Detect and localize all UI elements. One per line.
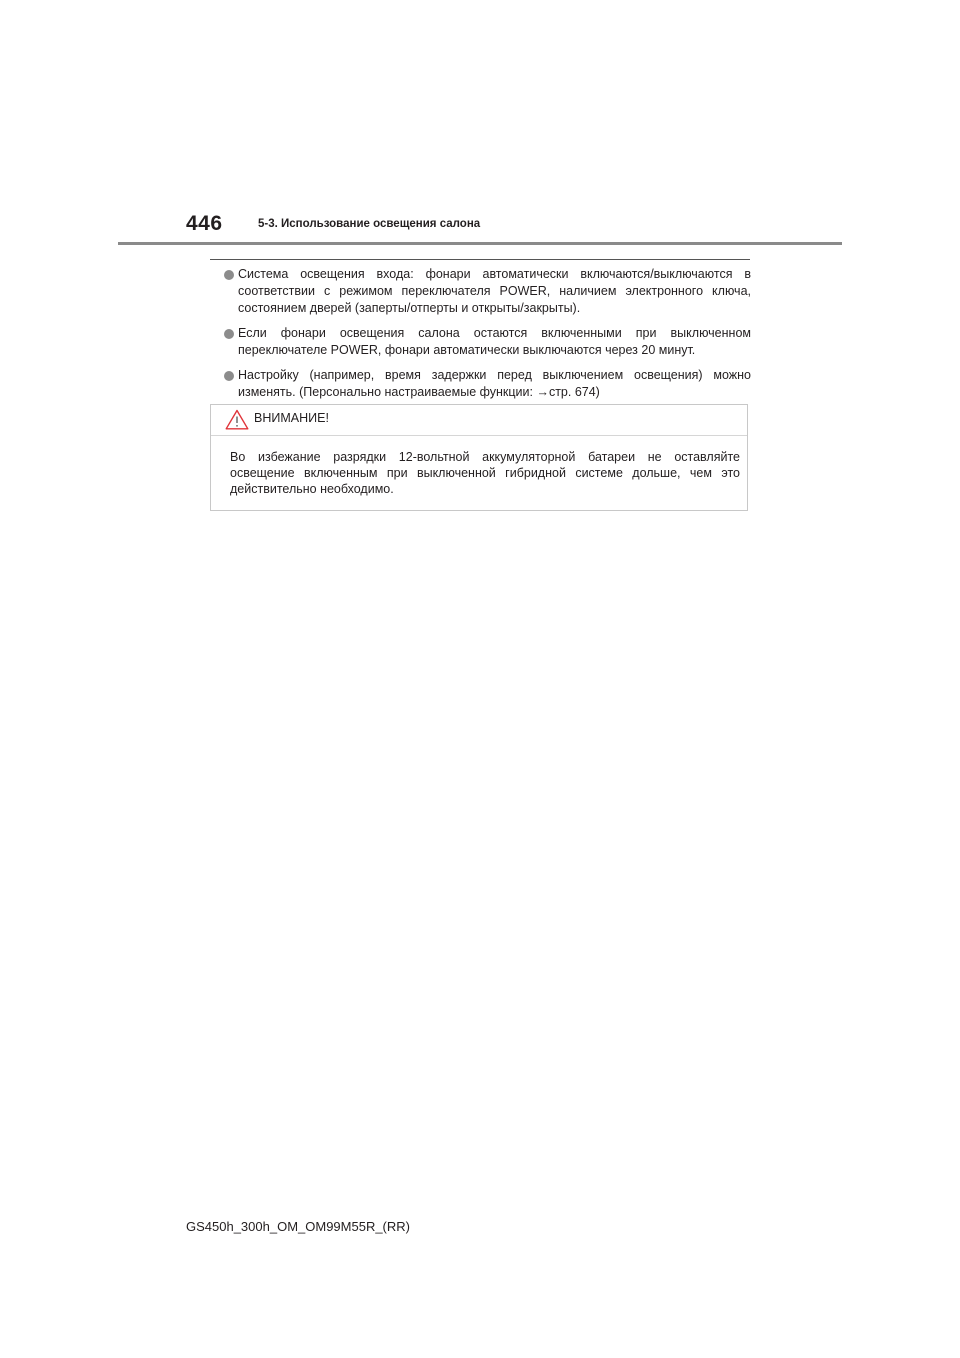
bullet-text: Настройку (например, время задержки перед выключением освещения) можно изменять. (Персонально настраиваемые функции: →стр. 674) xyxy=(238,368,751,399)
warning-triangle-icon xyxy=(225,409,249,430)
page-header xyxy=(186,212,480,236)
content-divider xyxy=(210,259,750,260)
bullet-text: Система освещения входа: фонари автоматически включаются/выключаются в соответствии с режимом переключателя POWER, наличием электронного ключа, состоянием дверей (заперты/отперты и открыты/закрыты). xyxy=(238,267,751,315)
page-number: 446 xyxy=(186,212,223,235)
footer-doc-code: GS450h_300h_OM_OM99M55R_(RR) xyxy=(186,1219,410,1234)
section-title: 5-3. Использование освещения салона xyxy=(258,218,481,230)
bullet-dot-icon xyxy=(224,371,234,381)
bullet-item xyxy=(224,367,751,401)
caution-text: Во избежание разрядки 12-вольтной аккумуляторной батареи не оставляйте освещение включенным при выключенной гибридной системе дольше, чем это действительно необходимо. xyxy=(230,450,740,496)
bullet-dot-icon xyxy=(224,270,234,280)
caution-box xyxy=(210,404,748,511)
bullet-text: Если фонари освещения салона остаются включенными при выключенном переключателе POWER, фонари автоматически выключаются через 20 минут. xyxy=(238,326,751,357)
bullet-item xyxy=(224,266,751,317)
bullet-item xyxy=(224,325,751,359)
bullet-dot-icon xyxy=(224,329,234,339)
caution-header xyxy=(211,405,747,436)
caution-title: ВНИМАНИЕ! xyxy=(254,411,329,425)
bullet-list xyxy=(224,266,751,409)
header-divider xyxy=(118,242,842,245)
